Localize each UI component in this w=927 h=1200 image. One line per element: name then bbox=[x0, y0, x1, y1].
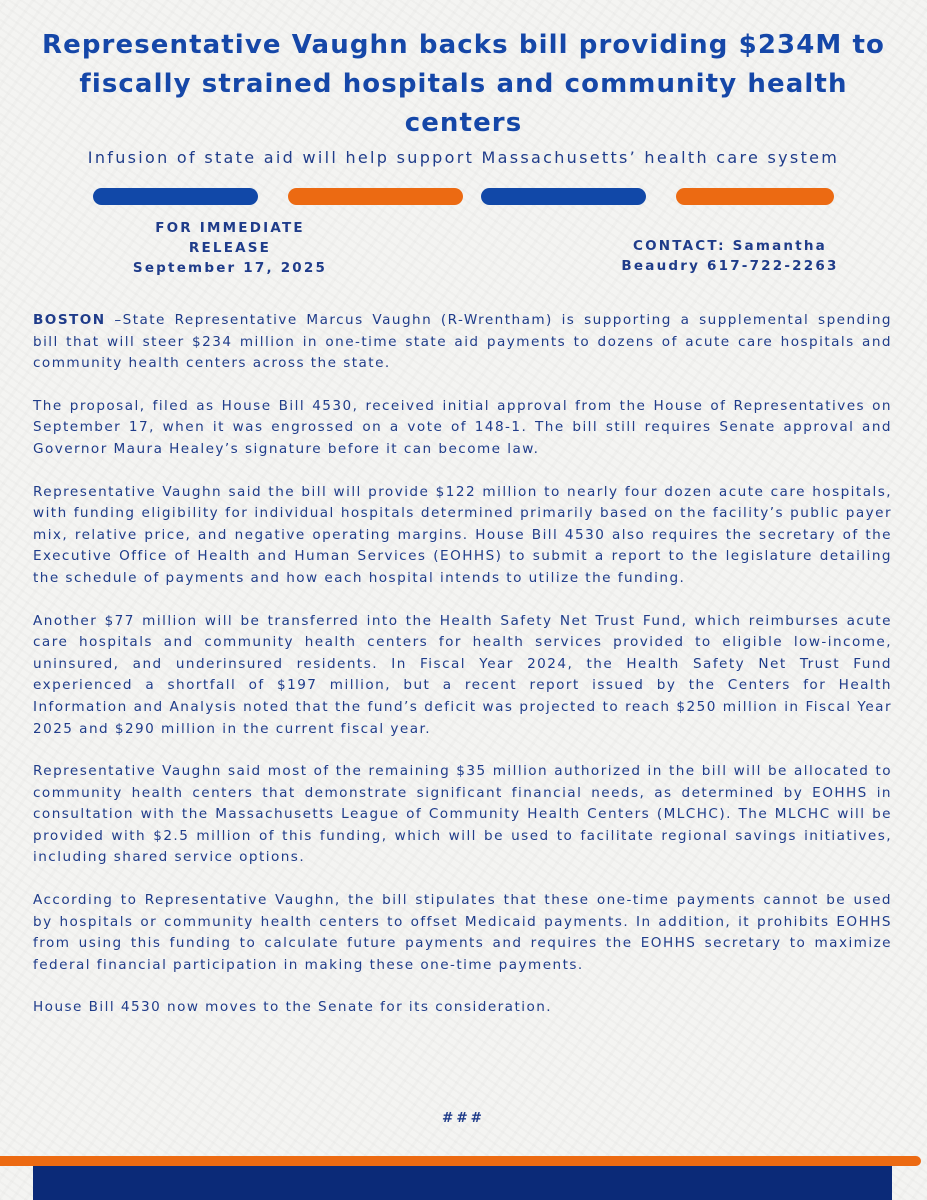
paragraph-6: According to Representative Vaughn, the bill stipulates that these one-time payments cannot be used by hospitals or community health centers to offset Medicaid payments. In addition, it prohibits EOHHS from using this funding to calculate future payments and requires the EOHHS secretary to maximize federal financial participation in making these one-time payments. bbox=[33, 892, 892, 973]
paragraph-4: Another $77 million will be transferred into the Health Safety Net Trust Fund, which reimburses acute care hospitals and community health centers for health services provided to eligible low-income, uninsured, and underinsured residents. In Fiscal Year 2024, the Health Safety Net Trust Fund experienced a shortfall of $197 million, but a recent report issued by the Centers for Health Information and Analysis noted that the fund’s deficit was projected to reach $250 million in Fiscal Year 2025 and $290 million in the current fiscal year. bbox=[33, 612, 892, 737]
dateline: BOSTON bbox=[33, 312, 106, 328]
decorative-bar-blue-2 bbox=[481, 188, 646, 205]
paragraph-3: Representative Vaughn said the bill will provide $122 million to nearly four dozen acute care hospitals, with funding eligibility for individual hospitals determined primarily based on the facility’s public payer mix, relative price, and negative operating margins. House Bill 4530 also requires the secretary of the Executive Office of Health and Human Services (EOHHS) to submit a report to the legislature detailing the schedule of payments and how each hospital intends to utilize the funding. bbox=[33, 483, 892, 586]
contact-line2: Beaudry 617-722-2263 bbox=[621, 258, 839, 274]
paragraph-5: Representative Vaughn said most of the remaining $35 million authorized in the bill will be allocated to community health centers that demonstrate significant financial needs, as determined by EOHHS in consultation with the Massachusetts League of Community Health Centers (MLCHC). The MLCHC will be provided with $2.5 million of this funding, which will be used to facilitate regional savings initiatives, including shared service options. bbox=[33, 763, 892, 866]
release-label-line1: FOR IMMEDIATE bbox=[155, 220, 305, 236]
footer-navy-block bbox=[33, 1166, 892, 1200]
decorative-bar-orange-2 bbox=[676, 188, 834, 205]
end-mark: ### bbox=[442, 1110, 485, 1126]
contact-line1: CONTACT: Samantha bbox=[633, 238, 827, 254]
release-info bbox=[120, 218, 340, 278]
subheadline: Infusion of state aid will help support Massachusetts’ health care system bbox=[87, 148, 840, 167]
paragraph-1-text: –State Representative Marcus Vaughn (R-Wrentham) is supporting a supplemental spending bill that will steer $234 million in one-time state aid payments to dozens of acute care hospitals and community health centers across the state. bbox=[33, 312, 892, 372]
paragraph-1 bbox=[33, 310, 892, 375]
decorative-bar-blue-1 bbox=[93, 188, 258, 205]
paragraph-7: House Bill 4530 now moves to the Senate for its consideration. bbox=[33, 999, 553, 1016]
headline: Representative Vaughn backs bill providing $234M to fiscally strained hospitals and community health centers bbox=[41, 30, 886, 138]
paragraph-2: The proposal, filed as House Bill 4530, received initial approval from the House of Representatives on September 17, when it was engrossed on a vote of 148-1. The bill still requires Senate approval and Governor Maura Healey’s signature before it can become law. bbox=[33, 397, 892, 457]
article-body bbox=[33, 310, 892, 1040]
decorative-bar-orange-1 bbox=[288, 188, 463, 205]
footer-orange-line bbox=[0, 1156, 921, 1166]
release-date: September 17, 2025 bbox=[132, 260, 328, 276]
release-label-line2: RELEASE bbox=[188, 240, 272, 256]
contact-info bbox=[610, 236, 850, 276]
